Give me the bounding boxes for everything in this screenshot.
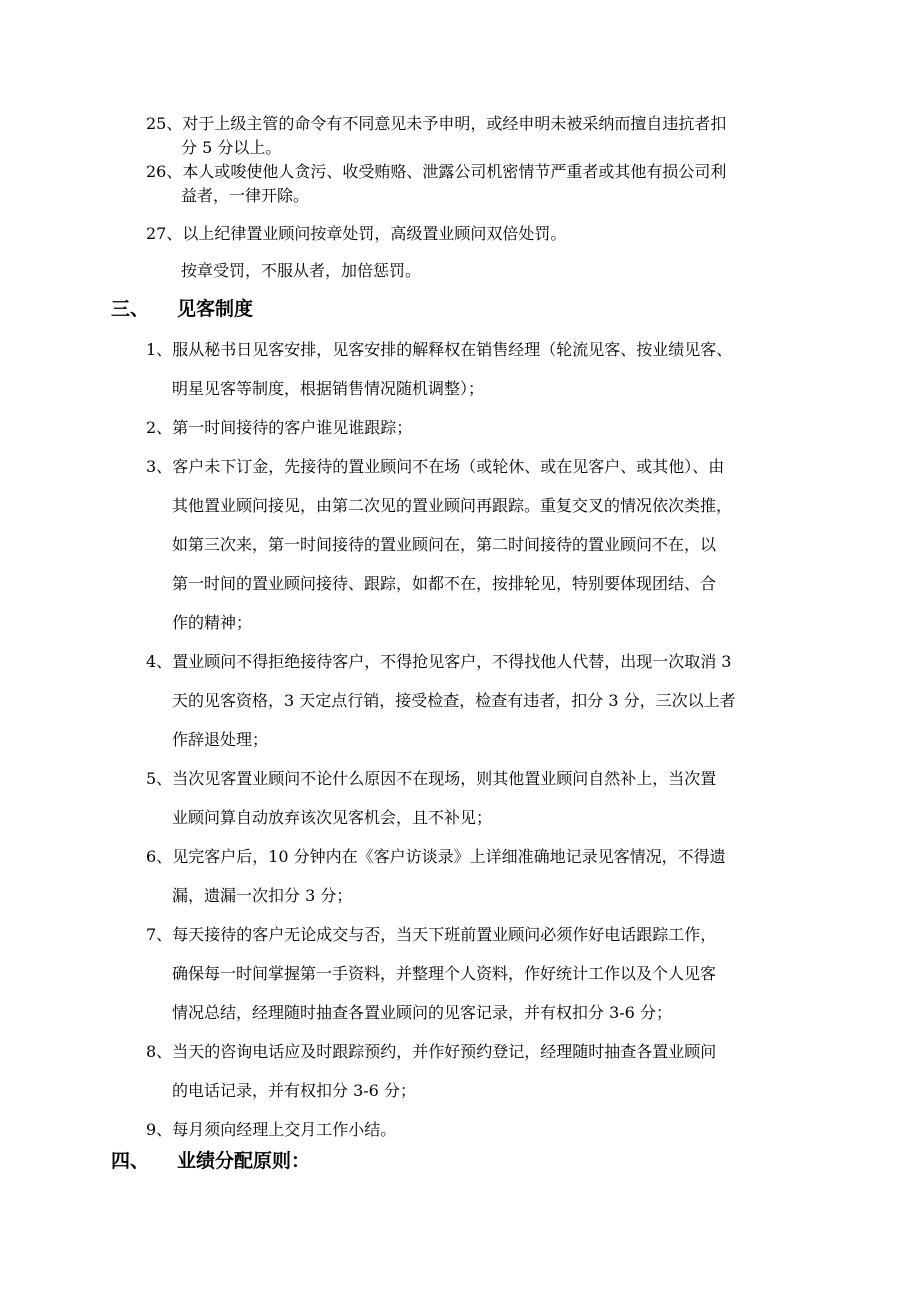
item-text-line: 以上纪律置业顾问按章处罚，高级置业顾问双倍处罚。 [182,224,567,243]
discipline-note: 按章受罚，不服从者，加倍惩罚。 [181,261,422,280]
reception-item-2 [146,408,816,447]
item-text-continuation: 明星见客等制度，根据销售情况随机调整）； [172,379,485,398]
item-text-line: 每天接待的客户无论成交与否，当天下班前置业顾问必须作好电话跟踪工作， [172,925,717,944]
item-text-continuation: 业顾问算自动放弃该次见客机会，且不补见； [172,808,493,827]
item-text-continuation: 的电话记录，并有权扣分 3-6 分； [172,1081,416,1100]
reception-item-5 [146,759,816,837]
item-text-line: 每月须向经理上交月工作小结。 [172,1120,397,1139]
item-text-continuation: 分 5 分以上。 [181,138,282,157]
reception-item-1 [146,330,816,408]
item-number: 8、 [146,1042,173,1061]
item-text-line: 当天的咨询电话应及时跟踪预约，并作好预约登记，经理随时抽查各置业顾问 [172,1042,717,1061]
reception-item-4 [146,642,816,759]
item-text-line: 见完客户后，10 分钟内在《客户访谈录》上详细准确地记录见客情况，不得遗 [172,847,726,866]
item-text-continuation: 如第三次来，第一时间接待的置业顾问在，第二时间接待的置业顾问不在，以 [172,535,717,554]
item-text-continuation: 作的精神； [172,613,253,632]
item-text-line: 第一时间接待的客户谁见谁跟踪； [172,418,413,437]
rule-item-26 [146,160,816,208]
item-text-continuation: 其他置业顾问接见，由第二次见的置业顾问再跟踪。重复交叉的情况依次类推， [172,496,733,515]
item-text-continuation: 情况总结，经理随时抽查各置业顾问的见客记录，并有权扣分 3-6 分； [172,1003,672,1022]
item-number: 4、 [146,652,173,671]
rule-item-27 [146,222,816,246]
item-number: 25、 [146,114,183,133]
item-number: 3、 [146,457,173,476]
section-number: 三、 [111,298,150,320]
item-text-continuation: 作辞退处理； [172,730,269,749]
item-number: 1、 [146,340,173,359]
section-number: 四、 [111,1150,150,1172]
item-text-continuation: 益者，一律开除。 [181,186,310,205]
reception-item-9 [146,1110,816,1149]
item-text-continuation: 天的见客资格，3 天定点行销，接受检查，检查有违者，扣分 3 分，三次以上者 [172,691,736,710]
item-text-continuation: 第一时间的置业顾问接待、跟踪，如都不在，按排轮见，特别要体现团结、合 [172,574,717,593]
section-title: 业绩分配原则： [177,1150,311,1172]
section-heading-3 [111,296,253,322]
item-number: 5、 [146,769,173,788]
reception-item-7 [146,915,816,1032]
item-number: 6、 [146,847,173,866]
item-number: 9、 [146,1120,173,1139]
section-heading-4 [111,1148,310,1174]
section-title: 见客制度 [177,298,254,320]
item-text-line: 客户未下订金，先接待的置业顾问不在场（或轮休、或在见客户、或其他）、由 [172,457,725,476]
item-text-line: 置业顾问不得拒绝接待客户，不得抢见客户，不得找他人代替，出现一次取消 3 [172,652,732,671]
item-text-line: 本人或唆使他人贪污、收受贿赂、泄露公司机密情节严重者或其他有损公司利 [182,162,727,181]
reception-item-6 [146,837,816,915]
reception-item-8 [146,1032,816,1110]
rule-item-25 [146,112,816,160]
item-number: 7、 [146,925,173,944]
item-text-continuation: 漏，遗漏一次扣分 3 分； [172,886,353,905]
item-text-line: 当次见客置业顾问不论什么原因不在现场，则其他置业顾问自然补上，当次置 [172,769,717,788]
item-number: 27、 [146,224,183,243]
reception-item-3 [146,447,816,642]
item-text-continuation: 确保每一时间掌握第一手资料，并整理个人资料，作好统计工作以及个人见客 [172,964,717,983]
item-number: 2、 [146,418,173,437]
item-text-line: 对于上级主管的命令有不同意见未予申明，或经申明未被采纳而擅自违抗者扣 [182,114,727,133]
item-number: 26、 [146,162,183,181]
item-text-line: 服从秘书日见客安排，见客安排的解释权在销售经理（轮流见客、按业绩见客、 [172,340,733,359]
